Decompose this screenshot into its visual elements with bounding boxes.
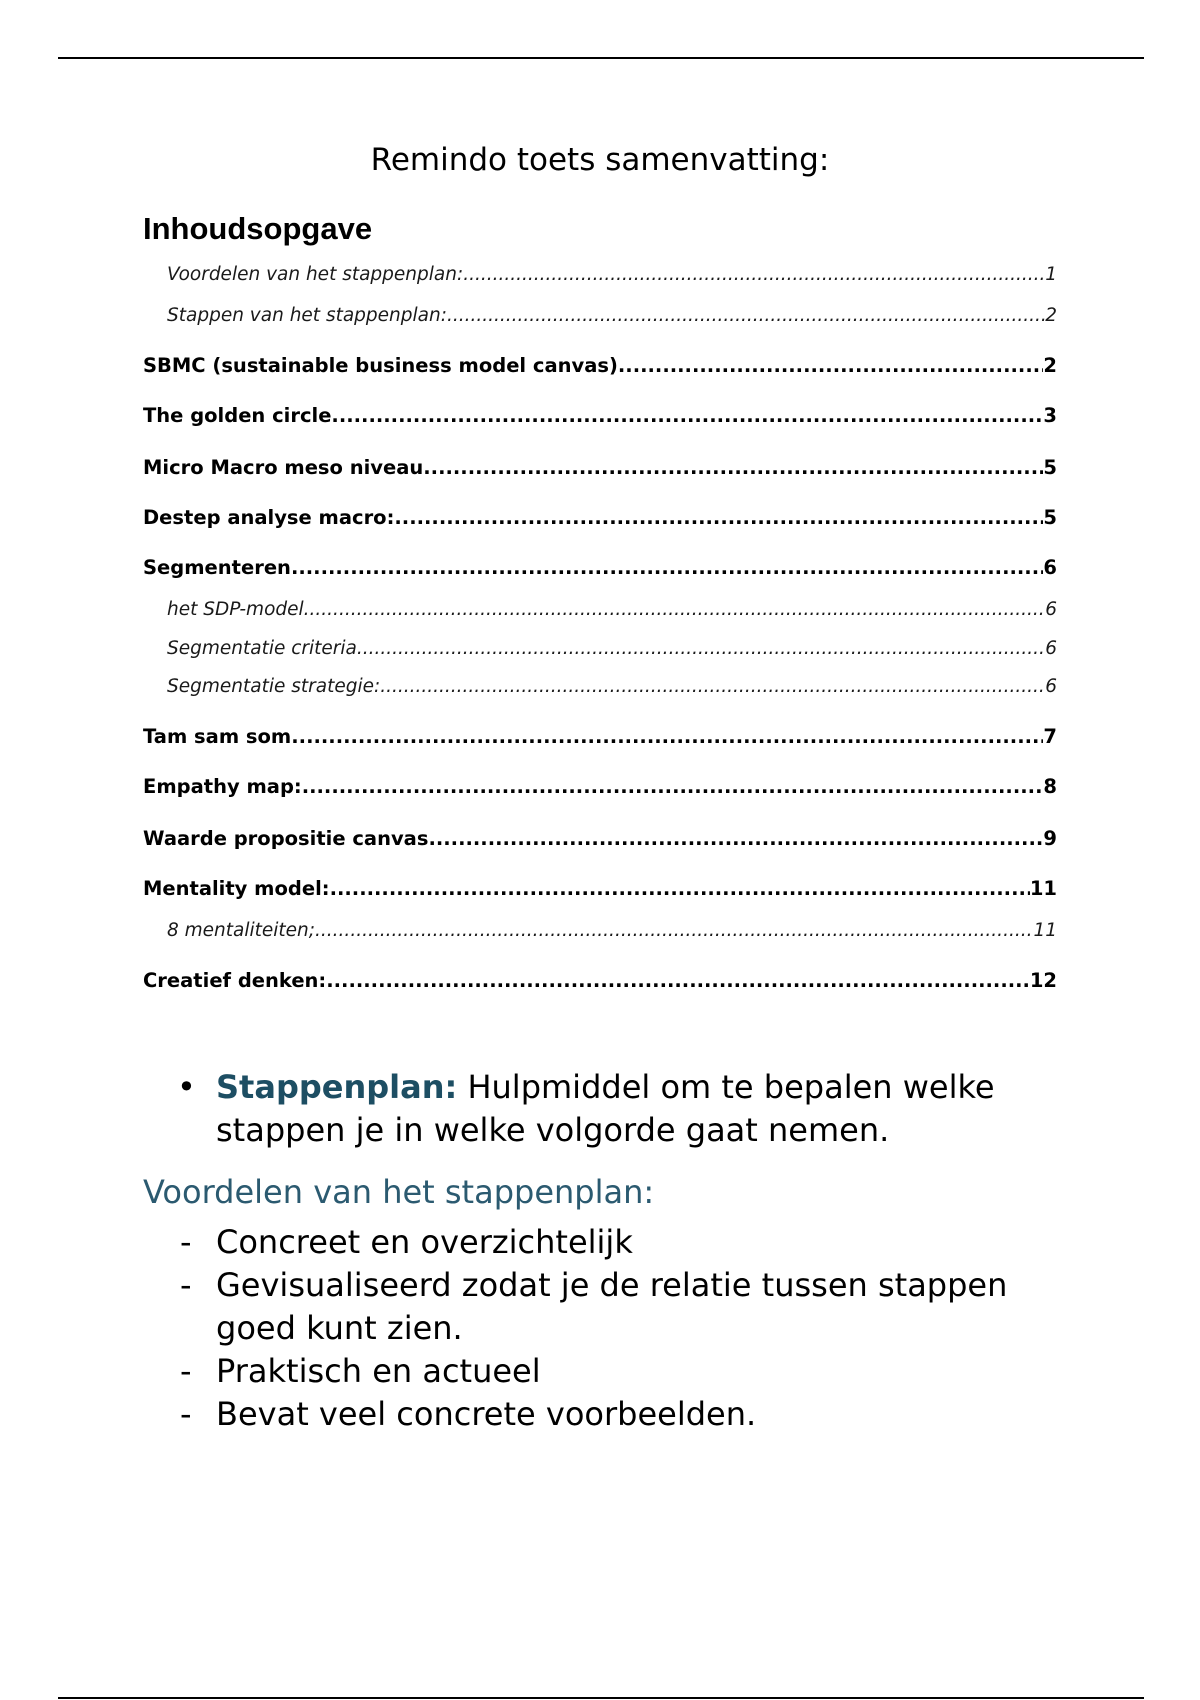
list-marker: - xyxy=(180,1223,192,1261)
toc-entry[interactable] xyxy=(143,353,1057,379)
toc-leader-dots xyxy=(304,597,1046,623)
footer-rule xyxy=(58,1697,1144,1699)
list-marker: - xyxy=(180,1352,192,1390)
toc-entry[interactable] xyxy=(143,505,1057,531)
toc-entry-text: Mentality model: xyxy=(143,877,330,900)
toc-entry-text: Segmentatie strategie: xyxy=(167,676,381,697)
toc-entry-text: Destep analyse macro: xyxy=(143,506,395,529)
toc-entry-page: 6 xyxy=(1045,599,1057,620)
document-title: Remindo toets samenvatting: xyxy=(370,142,830,178)
toc-entry-text: Voordelen van het stappenplan: xyxy=(167,264,464,285)
advantages-list xyxy=(177,1221,1057,1436)
list-item-text: Gevisualiseerd zodat je de relatie tussen stappen goed kunt zien. xyxy=(216,1266,1008,1347)
toc-leader-dots xyxy=(315,918,1033,944)
toc-entry-text: Segmenteren xyxy=(143,556,291,579)
toc-leader-dots xyxy=(428,826,1043,852)
toc-entry-text: Stappen van het stappenplan: xyxy=(167,305,447,326)
bullet-text xyxy=(216,1066,1057,1152)
toc-entry-text: SBMC (sustainable business model canvas) xyxy=(143,354,618,377)
list-marker: - xyxy=(180,1395,192,1433)
bullet-keyword: Stappenplan: xyxy=(216,1068,458,1106)
toc-entry-text: Tam sam som xyxy=(143,725,292,748)
toc-entry-text: 8 mentaliteiten; xyxy=(167,920,316,941)
toc-entry-text: Segmentatie criteria xyxy=(167,638,357,659)
toc-entry[interactable] xyxy=(167,303,1057,329)
toc-entry[interactable] xyxy=(167,636,1057,662)
toc-leader-dots xyxy=(357,636,1045,662)
toc-entry[interactable] xyxy=(167,597,1057,623)
section-heading: Voordelen van het stappenplan: xyxy=(143,1173,655,1211)
toc-entry[interactable] xyxy=(167,262,1057,288)
toc-leader-dots xyxy=(463,262,1045,288)
toc-entry-text: The golden circle xyxy=(143,404,332,427)
toc-entry[interactable] xyxy=(143,968,1057,994)
list-item xyxy=(177,1393,1057,1436)
toc-entry-text: Waarde propositie canvas xyxy=(143,827,429,850)
bullet-marker: • xyxy=(177,1068,196,1106)
toc-entry-page: 1 xyxy=(1045,264,1057,285)
toc-entry-page: 9 xyxy=(1043,827,1057,850)
toc-entry-page: 11 xyxy=(1033,920,1057,941)
toc-entry-page: 6 xyxy=(1045,676,1057,697)
toc-leader-dots xyxy=(291,555,1043,581)
definition-bullet xyxy=(177,1066,1057,1152)
toc-leader-dots xyxy=(326,968,1030,994)
toc-leader-dots xyxy=(447,303,1045,329)
toc-entry[interactable] xyxy=(143,555,1057,581)
toc-entry-page: 2 xyxy=(1043,354,1057,377)
toc-entry-page: 12 xyxy=(1029,969,1057,992)
toc-leader-dots xyxy=(291,724,1043,750)
toc-entry-page: 6 xyxy=(1045,638,1057,659)
list-item xyxy=(177,1264,1057,1350)
list-item xyxy=(177,1350,1057,1393)
list-item-text: Concreet en overzichtelijk xyxy=(216,1223,633,1261)
toc-leader-dots xyxy=(302,774,1044,800)
list-item-text: Praktisch en actueel xyxy=(216,1352,541,1390)
list-item-text: Bevat veel concrete voorbeelden. xyxy=(216,1395,757,1433)
toc-leader-dots xyxy=(380,674,1045,700)
list-marker: - xyxy=(180,1266,192,1304)
toc-leader-dots xyxy=(618,353,1044,379)
toc-entry-text: Creatief denken: xyxy=(143,969,327,992)
toc-entry-page: 5 xyxy=(1043,506,1057,529)
toc-entry-page: 2 xyxy=(1045,305,1057,326)
toc-entry-page: 11 xyxy=(1029,877,1057,900)
bullet-definition: Hulpmiddel om te bepalen welke stappen je in welke volgorde gaat nemen. xyxy=(216,1068,995,1149)
toc-entry[interactable] xyxy=(143,876,1057,902)
toc-entry[interactable] xyxy=(167,918,1057,944)
toc-entry[interactable] xyxy=(143,774,1057,800)
list-item xyxy=(177,1221,1057,1264)
toc-entry[interactable] xyxy=(143,826,1057,852)
toc-entry-text: Empathy map: xyxy=(143,775,302,798)
toc-entry[interactable] xyxy=(143,403,1057,429)
toc-leader-dots xyxy=(331,403,1043,429)
toc-heading: Inhoudsopgave xyxy=(143,211,373,246)
toc-entry-page: 7 xyxy=(1043,725,1057,748)
toc-entry-page: 3 xyxy=(1043,404,1057,427)
toc-entry-page: 6 xyxy=(1043,556,1057,579)
toc-entry[interactable] xyxy=(143,724,1057,750)
toc-entry-page: 8 xyxy=(1043,775,1057,798)
header-rule xyxy=(58,57,1144,59)
toc-leader-dots xyxy=(394,505,1043,531)
toc-entry-text: Micro Macro meso niveau xyxy=(143,456,424,479)
toc-entry-page: 5 xyxy=(1043,456,1057,479)
toc-entry[interactable] xyxy=(143,455,1057,481)
toc-entry[interactable] xyxy=(167,674,1057,700)
toc-leader-dots xyxy=(330,876,1030,902)
toc-leader-dots xyxy=(423,455,1043,481)
toc-entry-text: het SDP-model xyxy=(167,599,304,620)
